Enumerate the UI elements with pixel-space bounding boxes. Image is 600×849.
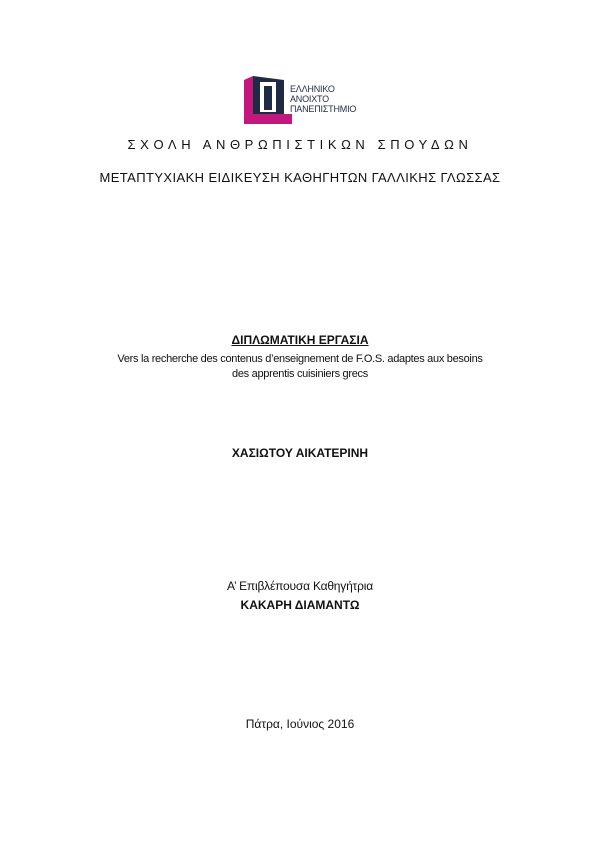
place-and-date: Πάτρα, Ιούνιος 2016 xyxy=(245,717,355,731)
author-name: ΧΑΣΙΩΤΟΥ ΑΙΚΑΤΕΡΙΝΗ xyxy=(231,446,369,460)
program-name: ΜΕΤΑΠΤΥΧΙΑΚΗ ΕΙΔΙΚΕΥΣΗ ΚΑΘΗΓΗΤΩΝ ΓΑΛΛΙΚΗΣ ΓΛΩΣΣΑΣ xyxy=(99,170,501,185)
thesis-subtitle xyxy=(0,352,600,382)
document-type-heading: ΔΙΠΛΩΜΑΤΙΚΗ ΕΡΓΑΣΙΑ xyxy=(231,333,369,347)
university-logo-text xyxy=(290,84,356,114)
logo-text-line-1: ΕΛΛΗΝΙΚΟ xyxy=(290,84,335,94)
thesis-subtitle-line-1: Vers la recherche des contenus d’enseignement de F.O.S. adaptes aux besoins xyxy=(117,353,483,365)
logo-text-line-2: ΑΝΟΙΧΤΟ xyxy=(290,94,329,104)
supervisor-role: Α’ Επιβλέπουσα Καθηγήτρια xyxy=(227,579,373,593)
school-name: ΣΧΟΛΗ ΑΝΘΡΩΠΙΣΤΙΚΩΝ ΣΠΟΥΔΩΝ xyxy=(127,137,473,152)
thesis-subtitle-line-2: des apprentis cuisiniers grecs xyxy=(232,368,368,380)
logo-text-line-3: ΠΑΝΕΠΙΣΤΗΜΙΟ xyxy=(290,104,357,114)
supervisor-name: ΚΑΚΑΡΗ ΔΙΑΜΑΝΤΩ xyxy=(240,598,360,612)
university-logo-icon xyxy=(244,76,292,124)
university-logo xyxy=(244,76,384,126)
